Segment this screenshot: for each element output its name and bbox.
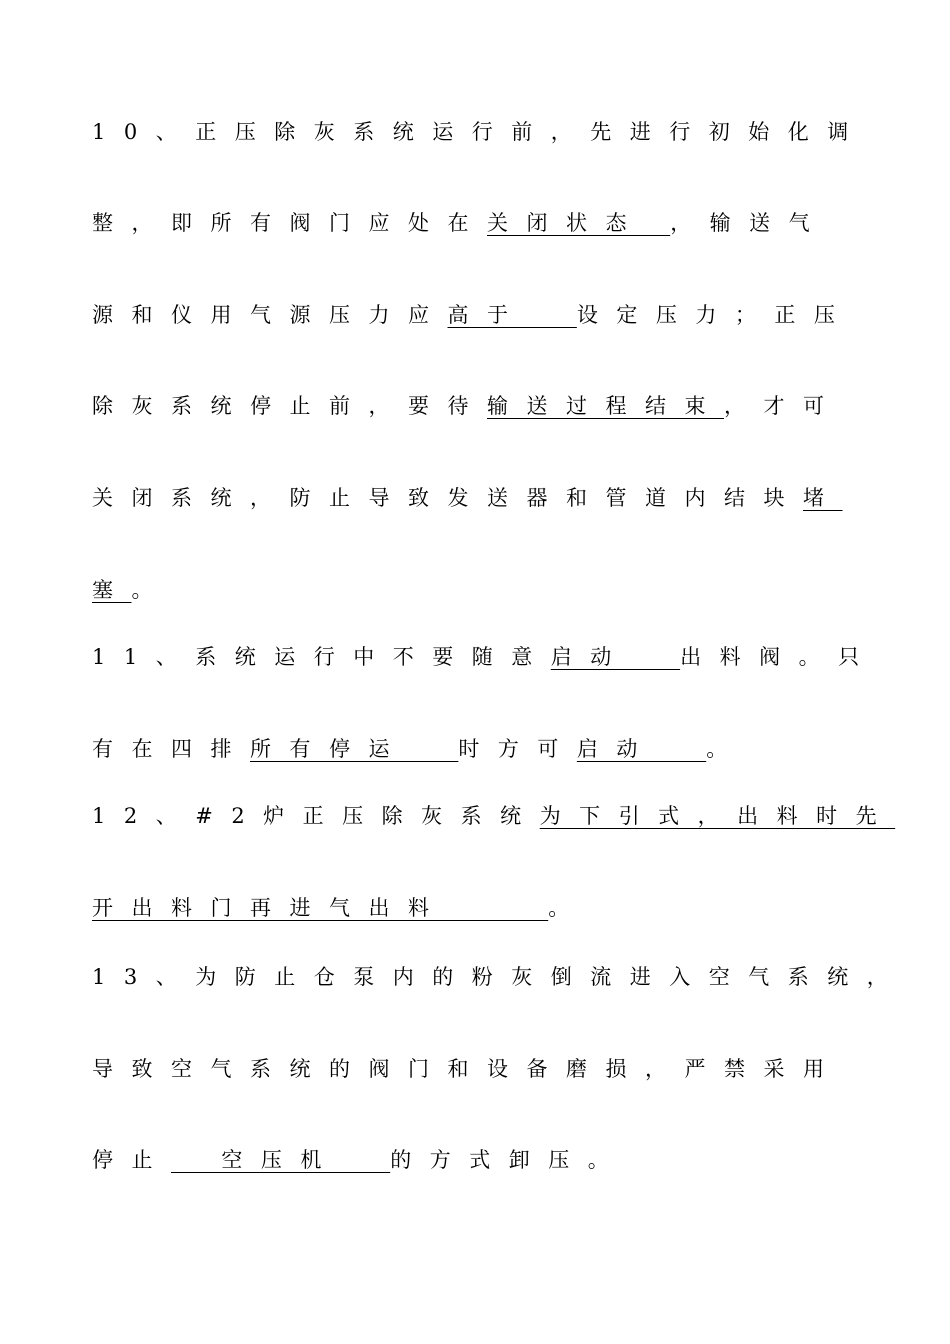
text-segment: 出料阀。只 [680,645,878,669]
text-line [92,1054,843,1084]
text-segment: 关闭系统，防止导致发送器和管道内结块 [92,486,803,510]
fill-in-answer: 输送过程结束 [487,394,724,418]
fill-in-answer: 塞 [92,578,132,602]
text-line [92,391,843,421]
text-line [92,1145,627,1175]
text-line [92,801,895,831]
text-line [92,483,843,513]
text-segment: ，输送气 [670,211,829,235]
text-segment: 时方可 [458,737,577,761]
text-segment: 除灰系统停止前，要待 [92,394,487,418]
fill-in-answer: 为下引式，出料时先 [539,804,896,828]
text-segment: 有在四排 [92,737,250,761]
text-segment: 。 [706,737,746,761]
text-line [92,962,906,992]
text-segment: 。 [548,896,588,920]
text-segment: 10、正压除灰系统运行前，先进行初始化调 [92,120,867,144]
text-segment: 整，即所有阀门应处在 [92,211,487,235]
fill-in-answer: 关闭状态 [487,211,671,235]
text-segment: ，才可 [724,394,843,418]
fill-in-answer: 启动 [550,645,681,669]
text-line [92,117,867,147]
fill-in-answer: 空压机 [171,1148,391,1172]
text-segment: 设定压力；正压 [576,303,854,327]
text-line [92,300,853,330]
text-segment: 。 [131,578,171,602]
text-segment: 12、#2炉正压除灰系统 [92,804,540,828]
fill-in-answer: 高于 [447,303,577,327]
text-line [92,642,878,672]
text-segment: 导致空气系统的阀门和设备磨损，严禁采用 [92,1057,843,1081]
fill-in-answer: 启动 [576,737,707,761]
text-line [92,734,746,764]
fill-in-answer: 所有停运 [250,737,459,761]
fill-in-answer: 开出料门再进气出料 [92,896,549,920]
text-line [92,575,171,605]
text-segment: 13、为防止仓泵内的粉灰倒流进入空气系统， [92,965,907,989]
text-segment: 停止 [92,1148,171,1172]
fill-in-answer: 堵 [803,486,843,510]
text-segment: 源和仪用气源压力应 [92,303,448,327]
text-line [92,893,588,923]
text-line [92,208,828,238]
text-segment: 的方式卸压。 [390,1148,628,1172]
text-segment: 11、系统运行中不要随意 [92,645,551,669]
